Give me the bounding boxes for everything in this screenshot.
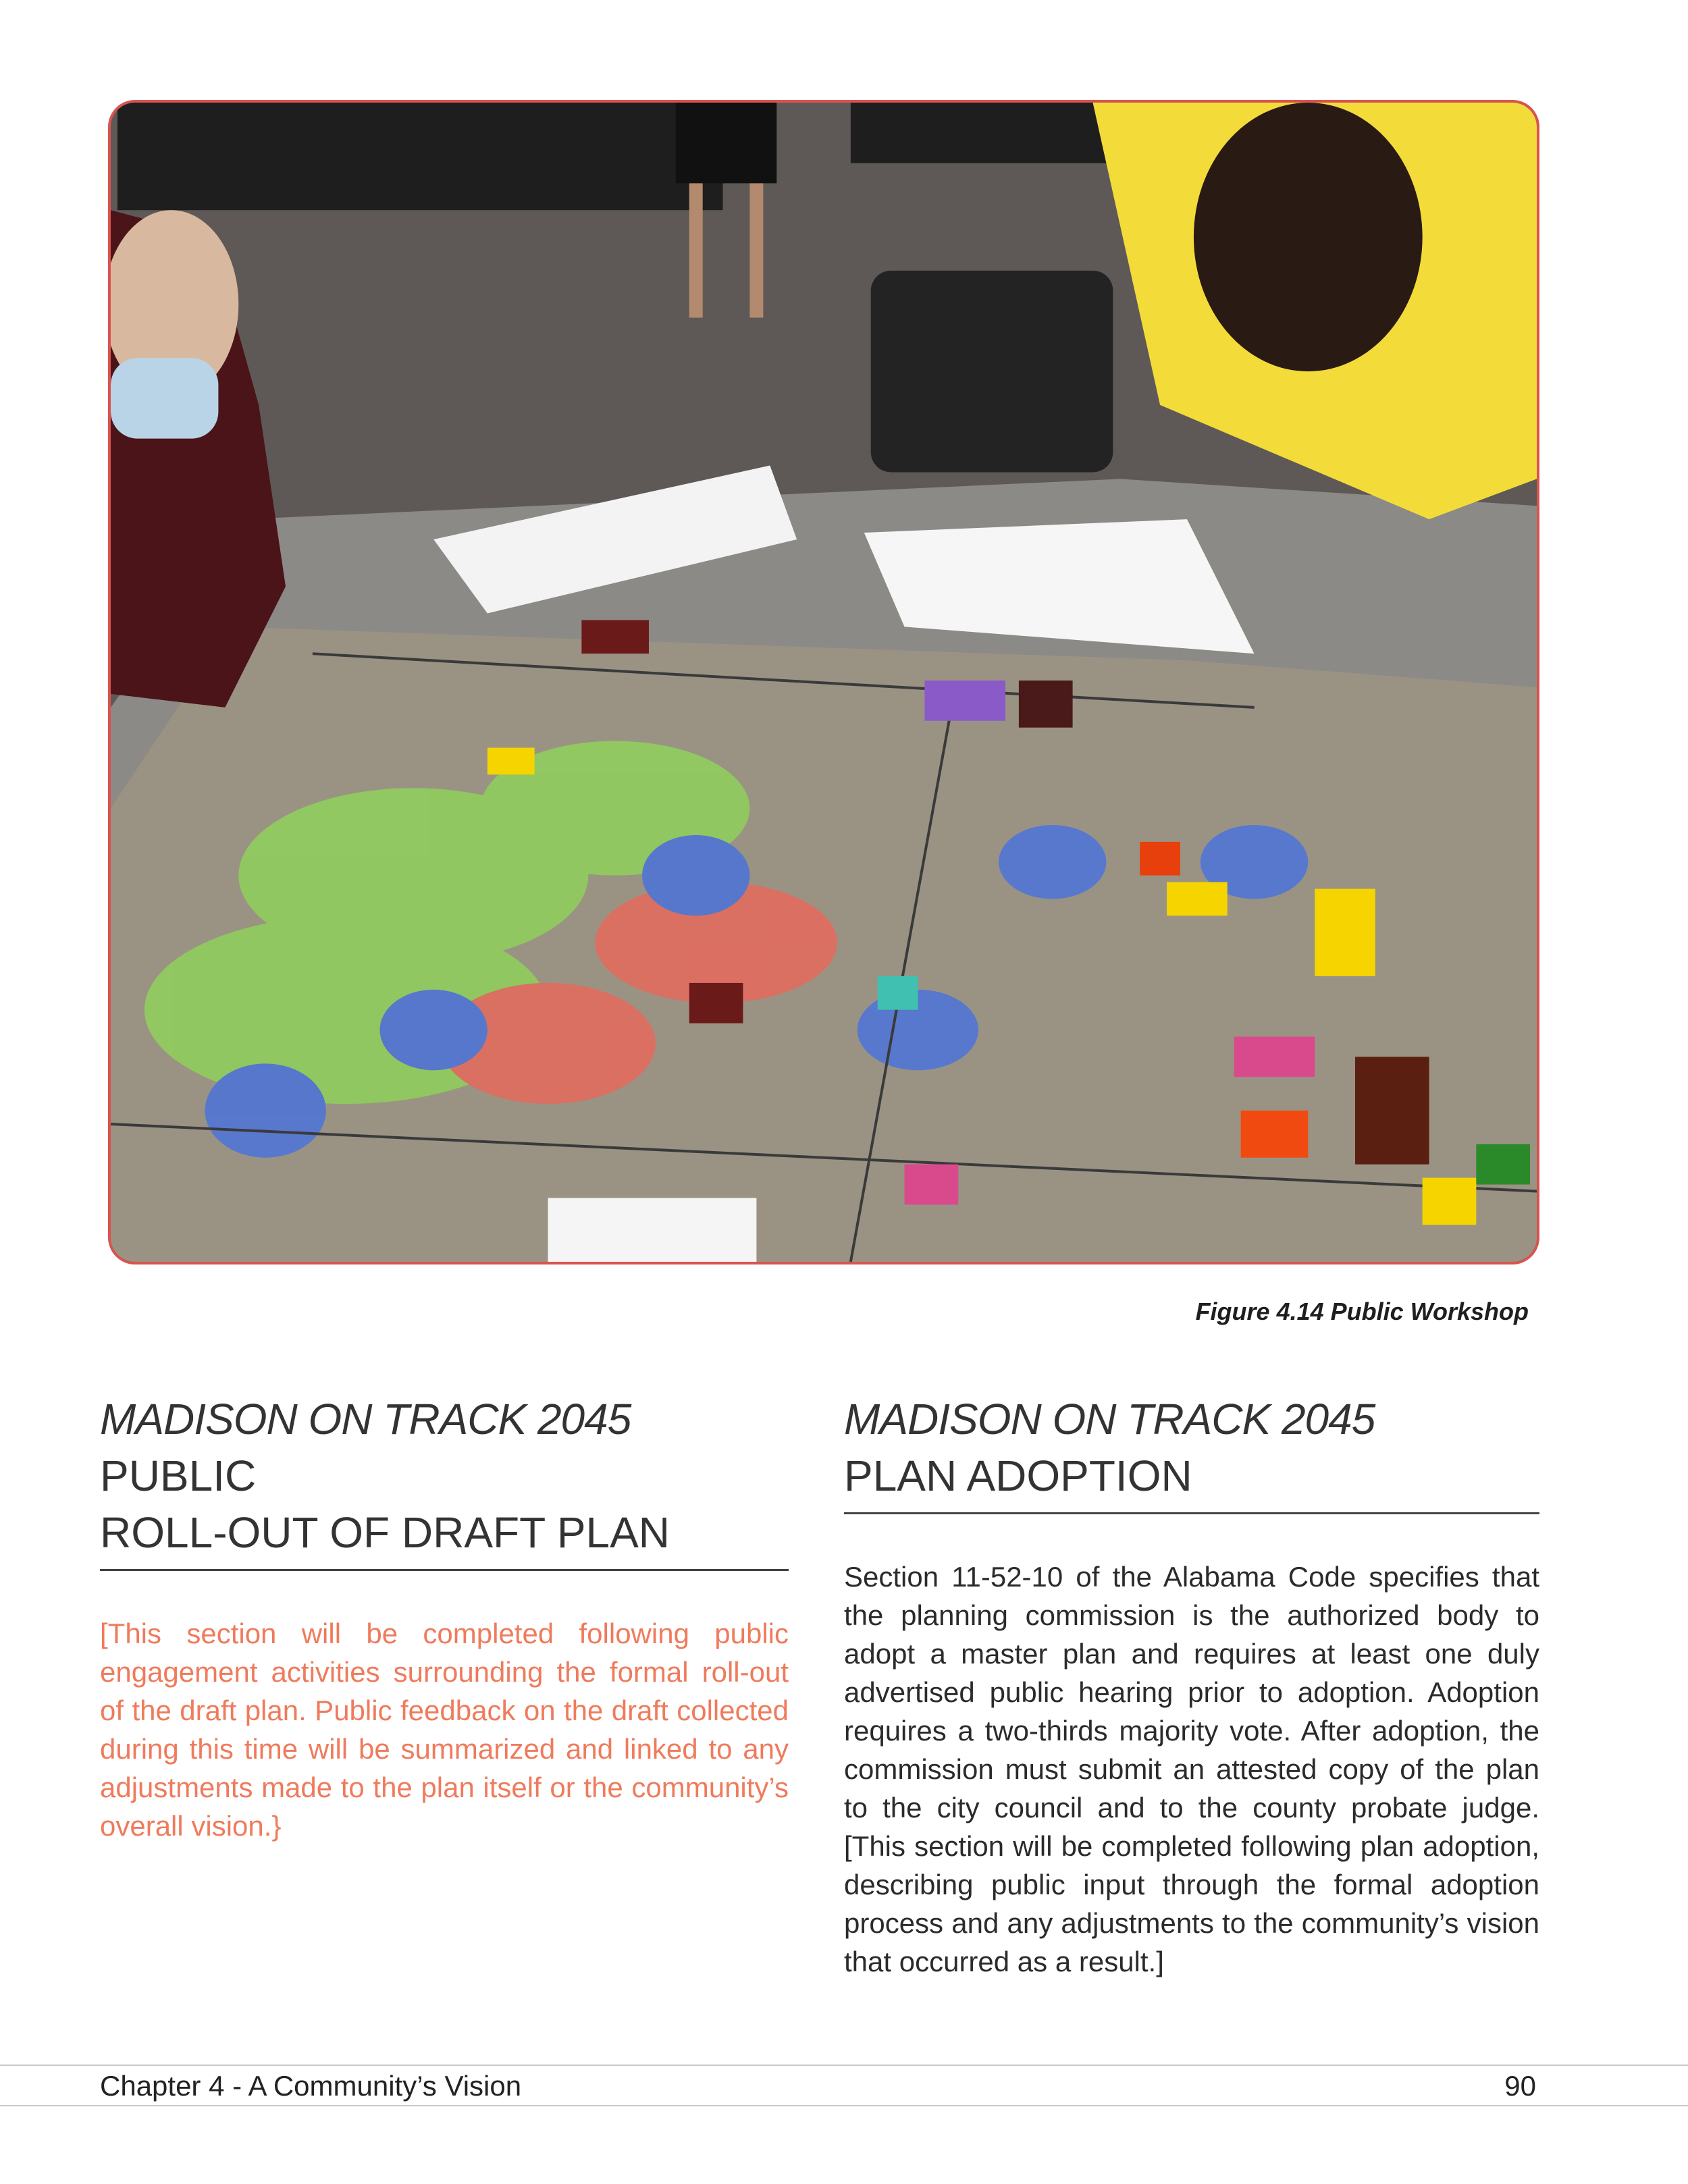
right-section-body: Section 11-52-10 of the Alabama Code specifies that the planning commission is the authorized body to adopt a master plan and requires at least one duly advertised public hearing prior to adoption. Adoption requires a two-thirds majority vote. After adoption, the commission must submit an attested copy of the plan to the city council and to the county probate judge. [This section will be completed following plan adoption, describing public input through the formal adoption process and any adjustments to the community’s vision that occurred as a result.] [844, 1561, 1539, 1977]
left-column [100, 1391, 789, 1845]
right-column [844, 1391, 1539, 1981]
left-heading-line2: ROLL-OUT OF DRAFT PLAN [100, 1508, 670, 1557]
footer-divider-bottom [0, 2105, 1688, 2106]
workshop-photo [108, 100, 1539, 1264]
left-heading-rest: PUBLIC [100, 1451, 257, 1500]
right-heading-line2: PLAN ADOPTION [844, 1451, 1192, 1500]
footer-chapter: Chapter 4 - A Community’s Vision [100, 2070, 522, 2102]
right-section-heading [844, 1391, 1539, 1514]
page-number: 90 [1504, 2070, 1536, 2102]
left-section-body: [This section will be completed following public engagement activities surrounding the formal roll-out of the draft plan. Public feedback on the draft collected during this time will be summarized and linked to any adjustments made to the plan itself or the community’s overall vision.} [100, 1618, 789, 1842]
footer-divider-top [0, 2065, 1688, 2066]
photo-icon [111, 103, 1537, 1262]
right-heading-italic: MADISON ON TRACK 2045 [844, 1395, 1375, 1443]
figure-caption: Figure 4.14 Public Workshop [1195, 1298, 1529, 1325]
left-heading-italic: MADISON ON TRACK 2045 [100, 1395, 631, 1443]
left-section-heading [100, 1391, 789, 1571]
